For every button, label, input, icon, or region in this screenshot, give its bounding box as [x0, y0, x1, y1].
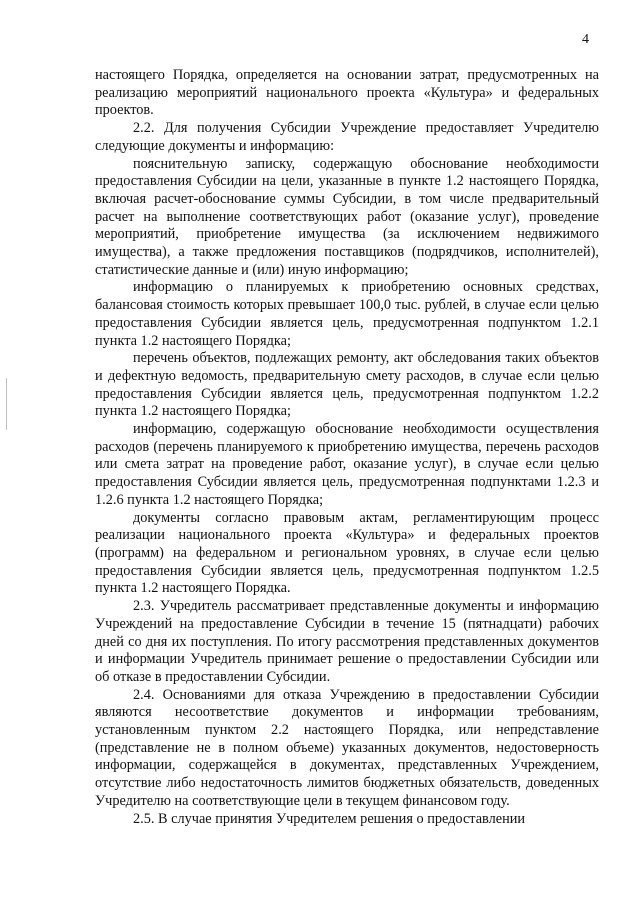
paragraph-2-5: 2.5. В случае принятия Учредителем решения о предоставлении	[133, 810, 526, 827]
page-number: 4	[582, 32, 589, 47]
paragraph-national-project-docs: документы согласно правовым актам, регламентирующим процесс реализации национального проекта «Культура» и федеральных проектов (программ) на федеральном и региональном уровнях, в случае если целью предоставления Субсидии является цель, предусмотренная подпунктом 1.2.5 пункта 1.2 настоящего Порядка.	[95, 509, 599, 597]
paragraph-fixed-assets: информацию о планируемых к приобретению основных средствах, балансовая стоимость которых превышает 100,0 тыс. рублей, в случае если целью предоставления Субсидии является цель, предусмотренная подпунктом 1.2.1 пункта 1.2 настоящего Порядка;	[95, 279, 599, 349]
paragraph-continuation: настоящего Порядка, определяется на основании затрат, предусмотренных на реализацию мероприятий национального проекта «Культура» и федеральных проектов.	[95, 67, 599, 119]
paragraph-repair-objects: перечень объектов, подлежащих ремонту, акт обследования таких объектов и дефектную ведомость, предварительную смету расходов, в случае если целью предоставления Субсидии является цель, предусмотренная подпунктом 1.2.2 пункта 1.2 настоящего Порядка;	[95, 350, 599, 420]
paragraph-2-4: 2.4. Основаниями для отказа Учреждению в предоставлении Субсидии являются несоответствие документов и информации требованиям, установленным пунктом 2.2 настоящего Порядка, или непредставление (представление не в полном объеме) указанных документов, недостоверность информации, содержащейся в документах, представленных Учреждением, отсутствие либо недостаточность лимитов бюджетных обязательств, доведенных Учредителю на соответствующие цели в текущем финансовом году.	[95, 686, 599, 809]
paragraph-expense-justification: информацию, содержащую обоснование необходимости осуществления расходов (перечень планируемого к приобретению имущества, перечень расходов или смета затрат на проведение работ, оказание услуг), в случае если целью предоставления Субсидии является цель, предусмотренная подпунктами 1.2.3 и 1.2.6 пункта 1.2 настоящего Порядка;	[95, 421, 599, 508]
paragraph-2-3: 2.3. Учредитель рассматривает представленные документы и информацию Учреждений на предоставление Субсидии в течение 15 (пятнадцати) рабочих дней со дня их поступления. По итогу рассмотрения представленных документов и информации Учредитель принимает решение о предоставлении Субсидии или об отказе в предоставлении Субсидии.	[95, 598, 599, 685]
scan-artifact-line	[6, 378, 7, 430]
document-body	[95, 67, 599, 828]
paragraph-explanatory-note: пояснительную записку, содержащую обоснование необходимости предоставления Субсидии на цели, указанные в пункте 1.2 настоящего Порядка, включая расчет-обоснование суммы Субсидии, в том числе предварительный расчет на выполнение соответствующих работ (оказание услуг), проведение мероприятий, приобретение имущества (за исключением недвижимого имущества), а также предложения поставщиков (подрядчиков, исполнителей), статистические данные и (или) иную информацию;	[95, 155, 599, 278]
paragraph-2-2: 2.2. Для получения Субсидии Учреждение предоставляет Учредителю следующие документы и информацию:	[95, 120, 599, 154]
